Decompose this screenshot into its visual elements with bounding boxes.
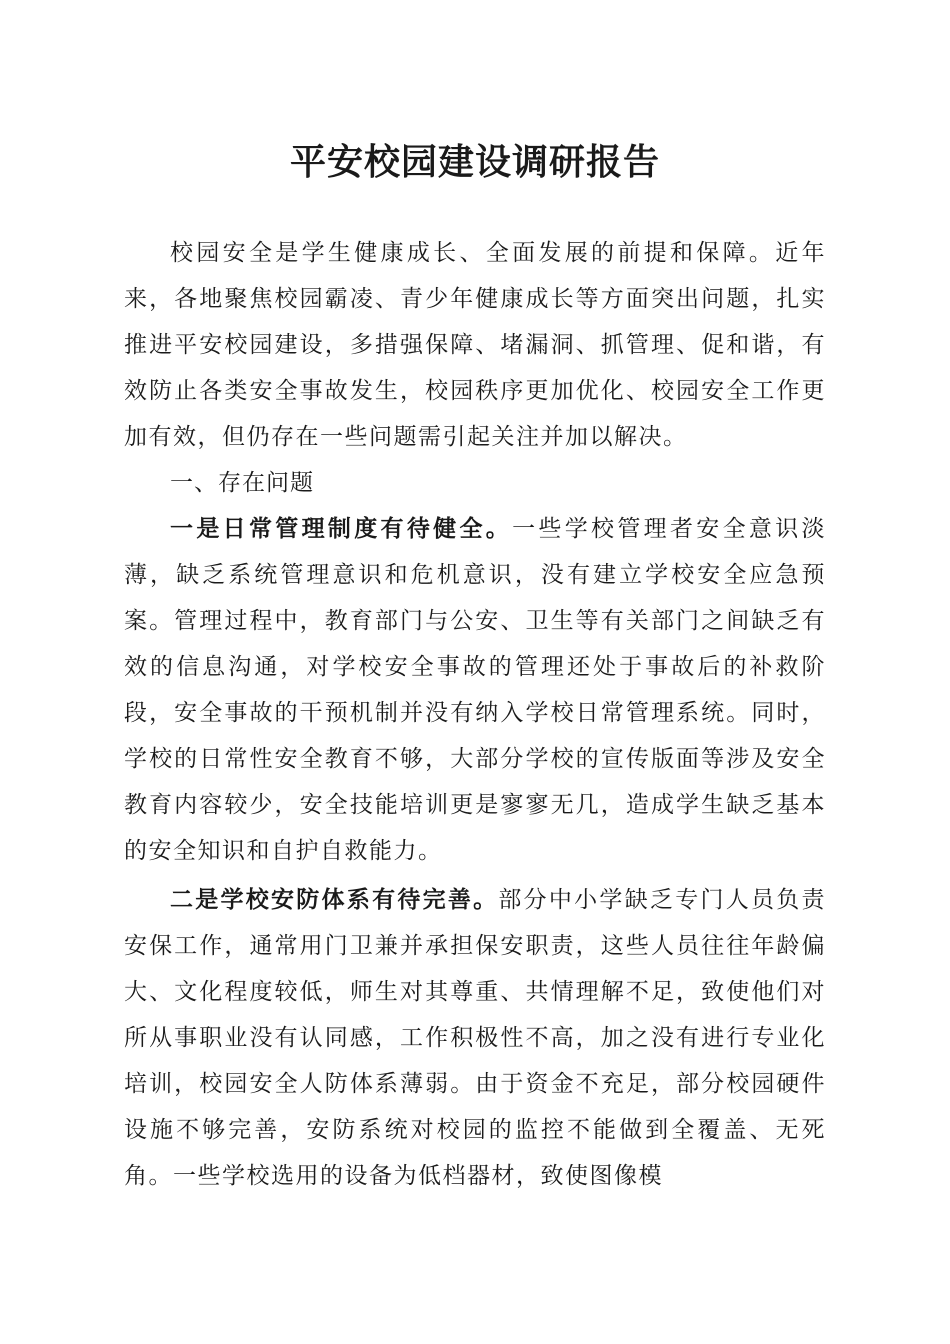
point-two-text: 部分中小学缺乏专门人员负责安保工作，通常用门卫兼并承担保安职责，这些人员往往年龄偏大、文化程度较低，师生对其尊重、共情理解不足，致使他们对所从事职业没有认同感，工作积极性不高，加之没有进行专业化培训，校园安全人防体系薄弱。由于资金不充足，部分校园硬件设施不够完善，安防系统对校园的监控不能做到全覆盖、无死角。一些学校选用的设备为低档器材，致使图像模	[124, 887, 827, 1189]
section-heading: 一、存在问题	[170, 470, 314, 496]
point-one-text: 一些学校管理者安全意识淡薄，缺乏系统管理意识和危机意识，没有建立学校安全应急预案。管理过程中，教育部门与公安、卫生等有关部门之间缺乏有效的信息沟通，对学校安全事故的管理还处于事故后的补救阶段，安全事故的干预机制并没有纳入学校日常管理系统。同时，学校的日常性安全教育不够，大部分学校的宣传版面等涉及安全教育内容较少，安全技能培训更是寥寥无几，造成学生缺乏基本的安全知识和自护自救能力。	[124, 516, 826, 864]
intro-paragraph: 校园安全是学生健康成长、全面发展的前提和保障。近年来，各地聚焦校园霸凌、青少年健康成长等方面突出问题，扎实推进平安校园建设，多措强保障、堵漏洞、抓管理、促和谐，有效防止各类安全事故发生，校园秩序更加优化、校园安全工作更加有效，但仍存在一些问题需引起关注并加以解决。	[124, 240, 826, 450]
document-body	[124, 230, 826, 1199]
point-one-lead: 一是日常管理制度有待健全。	[170, 515, 513, 542]
point-two-paragraph	[124, 877, 826, 1199]
point-one-paragraph	[124, 506, 826, 874]
document-title: 平安校园建设调研报告	[289, 141, 660, 183]
point-two-lead: 二是学校安防体系有待完善。	[170, 886, 499, 913]
